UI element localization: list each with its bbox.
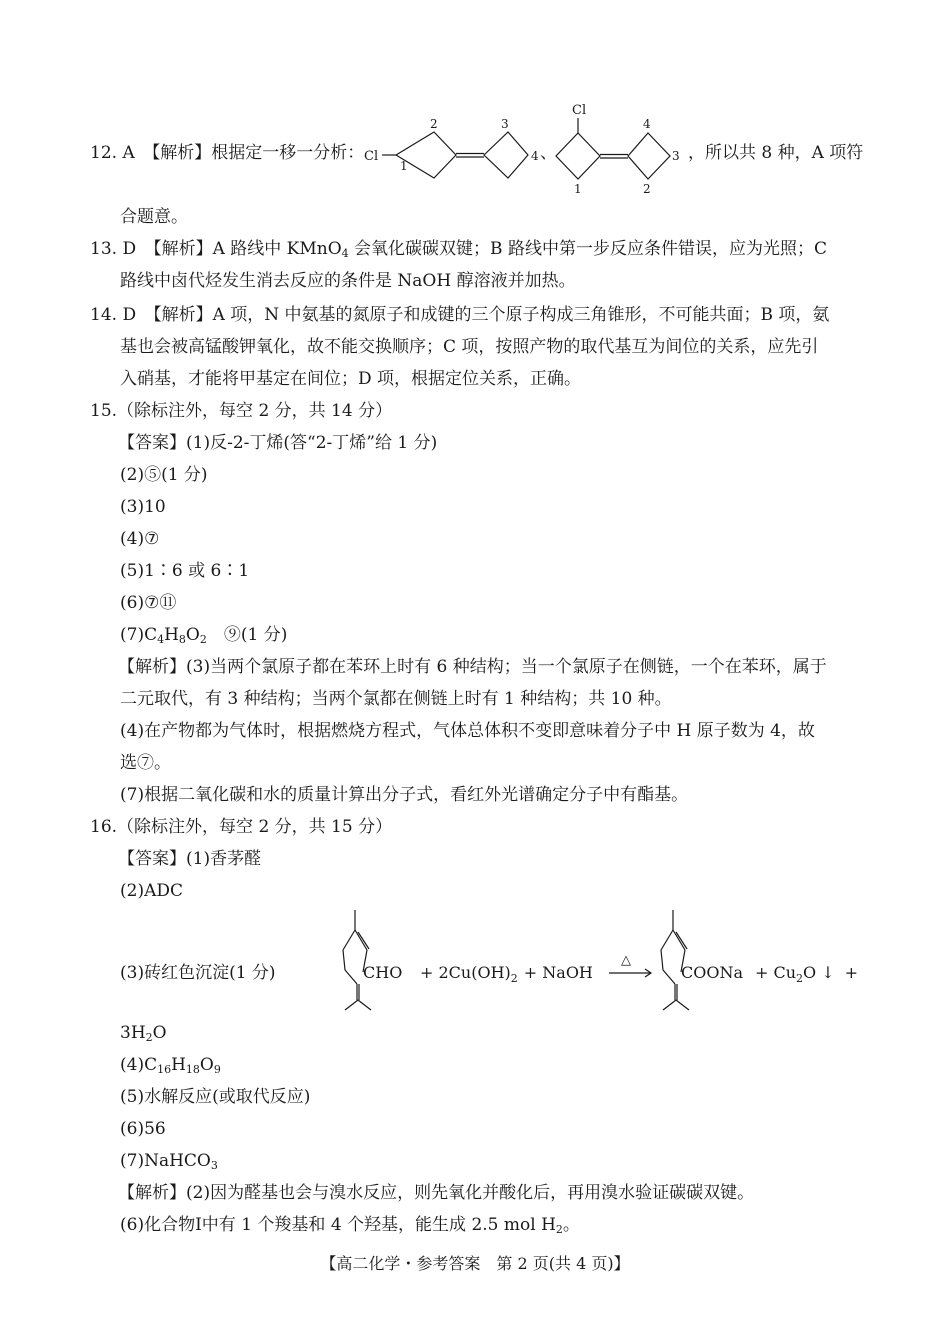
q16-answer-2: (2)ADC: [120, 881, 183, 901]
svg-text:+ Cu2O ↓+: + $Cu_2O$ ↓ +: [755, 963, 859, 985]
q14-line-2: 基也会被高锰酸钾氧化，故不能交换顺序；C 项，按照产物的取代基互为间位的关系，应先引: [120, 337, 819, 357]
q14-line-3: 入硝基，才能将甲基定在间位；D 项，根据定位关系，正确。: [120, 369, 582, 389]
q12-structure-1: [362, 108, 542, 190]
q15-answer-3: (3)10: [120, 497, 166, 517]
q12-lead: 12. A 【解析】根据定一移一分析：: [90, 143, 365, 163]
q13-line-2: 路线中卤代烃发生消去反应的条件是 NaOH 醇溶液并加热。: [120, 271, 576, 291]
q12-cont: 合题意。: [120, 207, 188, 227]
svg-text:COONa: COONa: [681, 963, 744, 982]
q15-explain-4: 选⑦。: [120, 753, 171, 773]
square-ring-left-2: [556, 133, 600, 179]
square-ring-right-2: [628, 133, 670, 179]
q12-sep: 、: [540, 143, 557, 163]
q16-answer-7: (7)NaHCO$_3$: [120, 1151, 218, 1172]
cl-label: Cl: [364, 149, 379, 164]
q16-answer-4: $(4)C_{16}H_{18}O_9$: [120, 1055, 221, 1076]
q15-answer-4: (4)⑦: [120, 529, 160, 549]
citronellic-salt-skeleton: [661, 910, 689, 1010]
q15-explain-5: (7)根据二氧化碳和水的质量计算出分子式，看红外光谱确定分子中有酯基。: [120, 785, 689, 805]
q13-line-1: 13. D 【解析】A 路线中 KMnO$_4$ 会氧化碳碳双键；B 路线中第一步反应条件错误，应为光照；C: [90, 239, 827, 260]
q15-answer-1: 【答案】(1)反-2-丁烯(答“2-丁烯”给 1 分): [118, 433, 438, 453]
svg-text:1: 1: [400, 159, 408, 173]
q15-explain-1: 【解析】(3)当两个氯原子都在苯环上时有 6 种结构；当一个氯原子在侧链，一个在苯环，属于: [118, 657, 827, 677]
q15-answer-2: (2)⑤(1 分): [120, 465, 208, 485]
q12-structure-2: [552, 98, 686, 198]
svg-text:2: 2: [430, 117, 438, 131]
q15-answer-7: $(7)C_4H_8O_2$ ⑨(1 分): [120, 625, 288, 646]
q15-answer-5: (5)1∶6 或 6∶1: [120, 561, 250, 581]
q14-line-1: 14. D 【解析】A 项，N 中氨基的氮原子和成键的三个原子构成三角锥形，不可能共面；B 项，氨: [90, 305, 830, 325]
svg-text:2: 2: [643, 182, 651, 196]
q15-answer-6: (6)⑦⑪: [120, 593, 177, 613]
svg-text:+ 2Cu(OH)2+ NaOH: + $2Cu(OH)_2$ + NaOH: [420, 963, 593, 985]
svg-text:Cl: Cl: [572, 103, 587, 118]
q16-explain-1: 【解析】(2)因为醛基也会与溴水反应，则先氧化并酸化后，再用溴水验证碳碳双键。: [118, 1183, 755, 1203]
svg-text:△: △: [621, 953, 631, 968]
svg-text:3: 3: [672, 149, 680, 163]
svg-text:CHO: CHO: [363, 963, 403, 982]
q16-explain-2: (6)化合物Ⅰ中有 1 个羧基和 4 个羟基，能生成 2.5 mol $H_2$。: [120, 1215, 580, 1236]
q16-reaction-equation: [325, 902, 870, 1012]
q16-answer-3-cont: $3H_2O$: [120, 1023, 167, 1044]
q12-tail: ，所以共 8 种，A 项符: [688, 143, 864, 163]
svg-text:4: 4: [531, 149, 539, 163]
q16-answer-3-label: (3)砖红色沉淀(1 分): [120, 963, 276, 983]
page-footer: 【高二化学・参考答案 第 2 页(共 4 页)】: [320, 1254, 630, 1273]
q15-head: 15.（除标注外，每空 2 分，共 14 分）: [90, 401, 393, 421]
citronellal-skeleton: [343, 910, 371, 1010]
q16-head: 16.（除标注外，每空 2 分，共 15 分）: [90, 817, 393, 837]
q15-explain-2: 二元取代，有 3 种结构；当两个氯都在侧链上时有 1 种结构；共 10 种。: [120, 689, 672, 709]
q15-explain-3: (4)在产物都为气体时，根据燃烧方程式，气体总体积不变即意味着分子中 H 原子数为 4，故: [120, 721, 815, 741]
q16-answer-6: (6)56: [120, 1119, 166, 1139]
q16-answer-1: 【答案】(1)香茅醛: [118, 849, 262, 869]
svg-text:4: 4: [643, 117, 651, 131]
square-ring-right: [484, 132, 528, 178]
q16-answer-5: (5)水解反应(或取代反应): [120, 1087, 311, 1107]
svg-text:1: 1: [574, 182, 582, 196]
svg-text:3: 3: [501, 117, 509, 131]
